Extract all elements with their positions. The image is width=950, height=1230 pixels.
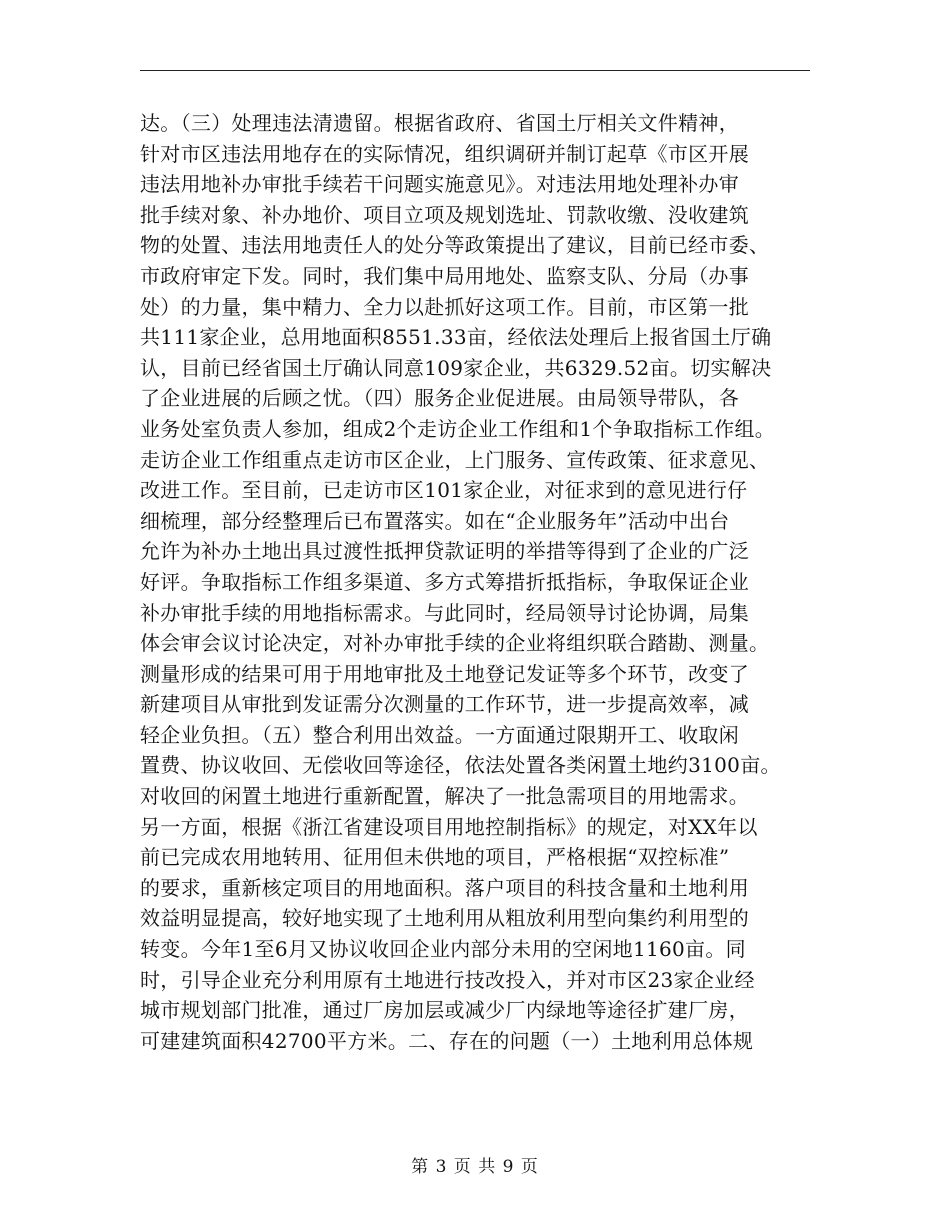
text-line: 置费、协议收回、无偿收回等途径，依法处置各类闲置土地约3100亩。 xyxy=(140,753,781,778)
text-line: 违法用地补办审批手续若干问题实施意见》。对违法用地处理补办审 xyxy=(140,172,739,197)
document-body xyxy=(140,108,830,1056)
text-line: 物的处置、违法用地责任人的处分等政策提出了建议，目前已经市委、 xyxy=(140,233,770,258)
text-line: 了企业进展的后顾之忧。（四）服务企业促进展。由局领导带队，各 xyxy=(140,386,739,411)
text-line: 市政府审定下发。同时，我们集中局用地处、监察支队、分局（办事 xyxy=(140,263,749,288)
text-line: 对收回的闲置土地进行重新配置，解决了一批急需项目的用地需求。 xyxy=(140,784,749,809)
text-line: 共111家企业，总用地面积8551.33亩，经依法处理后上报省国土厅确 xyxy=(140,325,772,350)
text-line: 业务处室负责人参加，组成2个走访企业工作组和1个争取指标工作组。 xyxy=(140,416,776,441)
text-line: 细梳理，部分经整理后已布置落实。如在“企业服务年”活动中出台 xyxy=(140,508,730,533)
text-line: 体会审会议讨论决定，对补办审批手续的企业将组织联合踏勘、测量。 xyxy=(140,631,770,656)
text-line: 允许为补办土地出具过渡性抵押贷款证明的举措等得到了企业的广泛 xyxy=(140,539,749,564)
text-line: 效益明显提高，较好地实现了土地利用从粗放利用型向集约利用型的 xyxy=(140,906,749,931)
page-number-footer: 第 3 页 共 9 页 xyxy=(411,1157,539,1177)
text-line: 另一方面，根据《浙江省建设项目用地控制指标》的规定，对XX年以 xyxy=(140,814,758,839)
text-line: 前已完成农用地转用、征用但未供地的项目，严格根据“双控标准” xyxy=(140,845,730,870)
text-line: 测量形成的结果可用于用地审批及土地登记发证等多个环节，改变了 xyxy=(140,661,749,686)
text-line: 改进工作。至目前，已走访市区101家企业，对征求到的意见进行仔 xyxy=(140,478,748,503)
text-line: 走访企业工作组重点走访市区企业，上门服务、宣传政策、征求意见、 xyxy=(140,447,770,472)
text-line: 轻企业负担。（五）整合利用出效益。一方面通过限期开工、收取闲 xyxy=(140,722,739,747)
text-line: 好评。争取指标工作组多渠道、多方式筹措折抵指标，争取保证企业 xyxy=(140,569,749,594)
text-line: 可建建筑面积42700平方米。二、存在的问题（一）土地利用总体规 xyxy=(140,1028,754,1053)
text-line: 达。（三）处理违法清遗留。根据省政府、省国土厅相关文件精神， xyxy=(140,111,739,135)
text-line: 城市规划部门批准，通过厂房加层或减少厂内绿地等途径扩建厂房， xyxy=(140,998,749,1023)
text-line: 针对市区违法用地存在的实际情况，组织调研并制订起草《市区开展 xyxy=(140,141,749,166)
text-line: 补办审批手续的用地指标需求。与此同时，经局领导讨论协调，局集 xyxy=(140,600,749,625)
header-rule xyxy=(140,70,810,71)
text-line: 的要求，重新核定项目的用地面积。落户项目的科技含量和土地利用 xyxy=(140,875,749,900)
text-line: 处）的力量，集中精力、全力以赴抓好这项工作。目前，市区第一批 xyxy=(140,294,749,319)
text-line: 批手续对象、补办地价、项目立项及规划选址、罚款收缴、没收建筑 xyxy=(140,202,749,227)
text-line: 认，目前已经省国土厅确认同意109家企业，共6329.52亩。切实解决 xyxy=(140,355,772,380)
text-line: 转变。今年1至6月又协议收回企业内部分未用的空闲地1160亩。同 xyxy=(140,937,746,962)
text-line: 新建项目从审批到发证需分次测量的工作环节，进一步提高效率，减 xyxy=(140,692,749,717)
text-line: 时，引导企业充分利用原有土地进行技改投入，并对市区23家企业经 xyxy=(140,967,755,992)
